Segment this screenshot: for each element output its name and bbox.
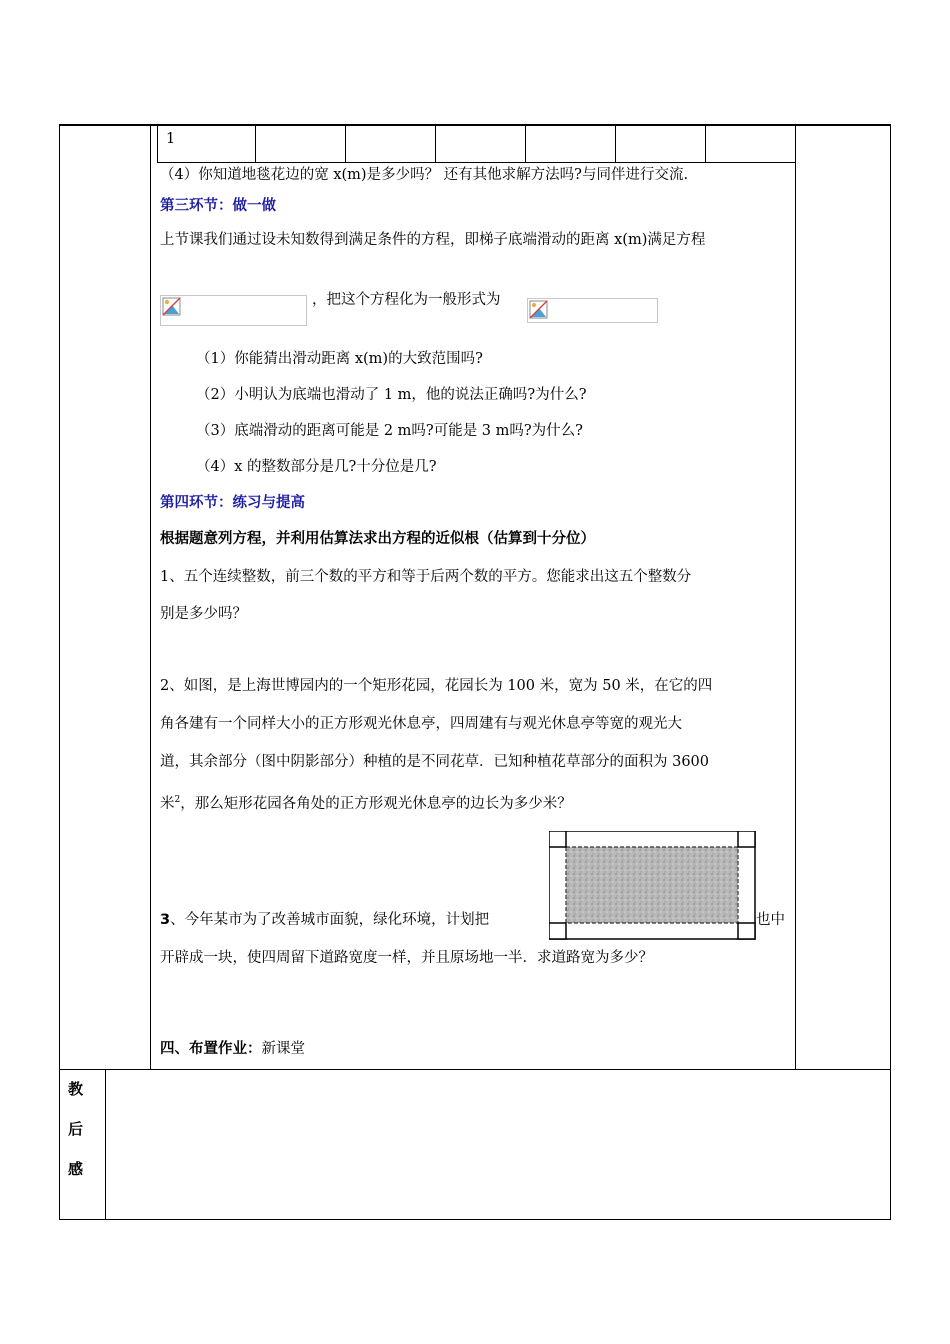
problem-2-line-2: 角各建有一个同样大小的正方形观光休息亭，四周建有与观光休息亭等宽的观光大 (160, 716, 682, 732)
problem-2-line-4 (160, 790, 572, 814)
side-label-1: 教 (68, 1080, 84, 1098)
task-instruction: 根据题意列方程，并利用估算法求出方程的近似根（估算到十分位） (160, 531, 595, 547)
problem-2-question: ，那么矩形花园各角处的正方形观光休息亭的边长为多少米？ (180, 795, 572, 812)
problem-3-text: 、今年某市为了改善城市面貌，绿化环境，计划把 (170, 912, 490, 928)
problem-1-line-2: 别是多少吗？ (160, 606, 247, 622)
section-3-intro: 上节课我们通过设未知数得到满足条件的方程，即梯子底端滑动的距离 x(m)满足方程 (160, 232, 706, 248)
section-3-heading: 第三环节：做一做 (160, 198, 276, 214)
problem-3-line-1-end: 也中 (756, 912, 785, 928)
unit-meter: 米 (160, 795, 175, 812)
side-label-2: 后 (68, 1120, 84, 1138)
section-3-q2: （2）小明认为底端也滑动了 1 m，他的说法正确吗?为什么? (196, 387, 587, 403)
equation-image-1 (160, 295, 307, 326)
homework (160, 1039, 305, 1059)
broken-image-icon (529, 300, 549, 320)
section-3-q1: （1）你能猜出滑动距离 x(m)的大致范围吗? (196, 351, 483, 367)
problem-3-number: 3 (160, 912, 171, 928)
section-4-heading: 第四环节：练习与提高 (160, 495, 305, 511)
equation-image-2 (527, 298, 658, 323)
problem-3-line-1 (160, 910, 489, 930)
question-4-prev: （4）你知道地毯花边的宽 x(m)是多少吗？ 还有其他求解方法吗?与同伴进行交流. (160, 167, 689, 183)
problem-1-line-1: 1、五个连续整数，前三个数的平方和等于后两个数的平方。您能求出这五个整数分 (160, 569, 692, 585)
section-3-q4: （4）x 的整数部分是几?十分位是几? (196, 459, 437, 475)
problem-3-line-2: 开辟成一块，使四周留下道路宽度一样，并且原场地一半．求道路宽为多少？ (160, 950, 653, 966)
broken-image-icon (162, 297, 182, 317)
section-3-mid: ，把这个方程化为一般形式为 (312, 292, 501, 308)
problem-2-line-3: 道，其余部分（图中阴影部分）种植的是不同花草．已知种植花草部分的面积为 3600 (160, 754, 710, 770)
garden-diagram (549, 831, 756, 940)
garden-figure (549, 831, 756, 940)
table-cell-first: 1 (166, 131, 176, 147)
homework-value: 新课堂 (261, 1041, 305, 1057)
homework-label: 四、布置作业： (160, 1041, 262, 1057)
section-3-q3: （3）底端滑动的距离可能是 2 m吗?可能是 3 m吗?为什么? (196, 423, 583, 439)
problem-2-line-1: 2、如图，是上海世博园内的一个矩形花园，花园长为 100 米，宽为 50 米，在它的四 (160, 678, 713, 694)
side-label-3: 感 (68, 1160, 84, 1178)
unit-superscript: 2 (174, 795, 181, 805)
